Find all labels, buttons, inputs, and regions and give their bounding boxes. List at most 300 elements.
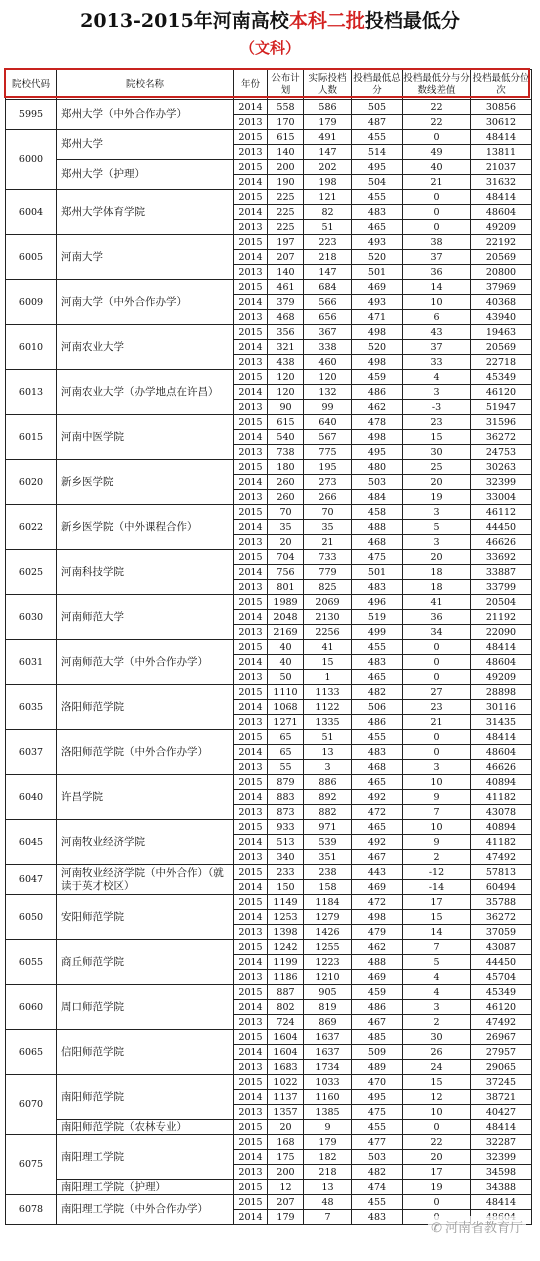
min-score-cell: 478 bbox=[352, 415, 403, 430]
school-code-cell: 6025 bbox=[6, 550, 57, 595]
diff-cell: 14 bbox=[403, 925, 471, 940]
diff-cell: 23 bbox=[403, 700, 471, 715]
actual-cell: 1133 bbox=[304, 685, 352, 700]
year-cell: 2013 bbox=[234, 715, 268, 730]
plan-cell: 540 bbox=[268, 430, 304, 445]
school-name-cell: 安阳师范学院 bbox=[57, 895, 234, 940]
rank-cell: 48604 bbox=[471, 745, 532, 760]
year-cell: 2015 bbox=[234, 550, 268, 565]
min-score-cell: 485 bbox=[352, 1030, 403, 1045]
diff-cell: 15 bbox=[403, 1075, 471, 1090]
actual-cell: 892 bbox=[304, 790, 352, 805]
plan-cell: 260 bbox=[268, 490, 304, 505]
year-cell: 2015 bbox=[234, 895, 268, 910]
actual-cell: 195 bbox=[304, 460, 352, 475]
school-code-cell: 6009 bbox=[6, 280, 57, 325]
year-cell: 2013 bbox=[234, 670, 268, 685]
actual-cell: 1385 bbox=[304, 1105, 352, 1120]
actual-cell: 70 bbox=[304, 505, 352, 520]
plan-cell: 1604 bbox=[268, 1045, 304, 1060]
rank-cell: 48414 bbox=[471, 640, 532, 655]
table-row bbox=[6, 685, 532, 700]
rank-cell: 31596 bbox=[471, 415, 532, 430]
min-score-cell: 469 bbox=[352, 880, 403, 895]
diff-cell: 18 bbox=[403, 580, 471, 595]
table-row bbox=[6, 1075, 532, 1090]
admission-score-table bbox=[5, 69, 532, 1225]
school-name-cell: 河南师范大学（中外合作办学） bbox=[57, 640, 234, 685]
min-score-cell: 482 bbox=[352, 685, 403, 700]
title-suffix: 投档最低分 bbox=[364, 10, 460, 32]
min-score-cell: 486 bbox=[352, 1000, 403, 1015]
plan-cell: 225 bbox=[268, 205, 304, 220]
min-score-cell: 519 bbox=[352, 610, 403, 625]
rank-cell: 40894 bbox=[471, 775, 532, 790]
diff-cell: 43 bbox=[403, 325, 471, 340]
actual-cell: 266 bbox=[304, 490, 352, 505]
rank-cell: 37245 bbox=[471, 1075, 532, 1090]
min-score-cell: 492 bbox=[352, 835, 403, 850]
actual-cell: 1 bbox=[304, 670, 352, 685]
actual-cell: 656 bbox=[304, 310, 352, 325]
table-row bbox=[6, 1135, 532, 1150]
year-cell: 2015 bbox=[234, 685, 268, 700]
plan-cell: 233 bbox=[268, 865, 304, 880]
school-code-cell: 6013 bbox=[6, 370, 57, 415]
year-cell: 2015 bbox=[234, 505, 268, 520]
table-row bbox=[6, 550, 532, 565]
plan-cell: 1068 bbox=[268, 700, 304, 715]
actual-cell: 202 bbox=[304, 160, 352, 175]
min-score-cell: 493 bbox=[352, 295, 403, 310]
actual-cell: 2130 bbox=[304, 610, 352, 625]
school-name-cell: 新乡医学院（中外课程合作） bbox=[57, 505, 234, 550]
year-cell: 2013 bbox=[234, 1105, 268, 1120]
plan-cell: 2169 bbox=[268, 625, 304, 640]
min-score-cell: 520 bbox=[352, 250, 403, 265]
actual-cell: 3 bbox=[304, 760, 352, 775]
school-name-cell: 许昌学院 bbox=[57, 775, 234, 820]
school-code-cell: 6060 bbox=[6, 985, 57, 1030]
rank-cell: 46120 bbox=[471, 1000, 532, 1015]
page-subtitle: （文科） bbox=[239, 39, 300, 57]
actual-cell: 9 bbox=[304, 1120, 352, 1135]
rank-cell: 34598 bbox=[471, 1165, 532, 1180]
actual-cell: 586 bbox=[304, 100, 352, 115]
school-name-cell: 河南大学（中外合作办学） bbox=[57, 280, 234, 325]
diff-cell: 17 bbox=[403, 1165, 471, 1180]
rank-cell: 45349 bbox=[471, 985, 532, 1000]
min-score-cell: 496 bbox=[352, 595, 403, 610]
rank-cell: 30856 bbox=[471, 100, 532, 115]
header-year: 年份 bbox=[234, 70, 268, 100]
rank-cell: 46626 bbox=[471, 760, 532, 775]
school-code-cell: 6000 bbox=[6, 130, 57, 190]
title-prefix: 2013-2015年河南高校 bbox=[80, 10, 289, 32]
min-score-cell: 506 bbox=[352, 700, 403, 715]
school-code-cell: 6030 bbox=[6, 595, 57, 640]
min-score-cell: 487 bbox=[352, 115, 403, 130]
min-score-cell: 468 bbox=[352, 760, 403, 775]
rank-cell: 30612 bbox=[471, 115, 532, 130]
year-cell: 2015 bbox=[234, 1075, 268, 1090]
school-name-cell: 郑州大学 bbox=[57, 130, 234, 160]
diff-cell: 37 bbox=[403, 250, 471, 265]
year-cell: 2015 bbox=[234, 775, 268, 790]
rank-cell: 27957 bbox=[471, 1045, 532, 1060]
plan-cell: 70 bbox=[268, 505, 304, 520]
plan-cell: 207 bbox=[268, 250, 304, 265]
actual-cell: 147 bbox=[304, 145, 352, 160]
diff-cell: 9 bbox=[403, 835, 471, 850]
min-score-cell: 472 bbox=[352, 895, 403, 910]
min-score-cell: 455 bbox=[352, 1120, 403, 1135]
year-cell: 2014 bbox=[234, 610, 268, 625]
min-score-cell: 465 bbox=[352, 820, 403, 835]
rank-cell: 46120 bbox=[471, 385, 532, 400]
year-cell: 2015 bbox=[234, 640, 268, 655]
actual-cell: 51 bbox=[304, 730, 352, 745]
actual-cell: 99 bbox=[304, 400, 352, 415]
plan-cell: 200 bbox=[268, 160, 304, 175]
year-cell: 2013 bbox=[234, 490, 268, 505]
min-score-cell: 499 bbox=[352, 625, 403, 640]
school-code-cell: 6070 bbox=[6, 1075, 57, 1135]
table-body bbox=[6, 100, 532, 1225]
rank-cell: 48414 bbox=[471, 730, 532, 745]
plan-cell: 887 bbox=[268, 985, 304, 1000]
plan-cell: 802 bbox=[268, 1000, 304, 1015]
year-cell: 2015 bbox=[234, 160, 268, 175]
year-cell: 2013 bbox=[234, 400, 268, 415]
year-cell: 2014 bbox=[234, 790, 268, 805]
plan-cell: 1022 bbox=[268, 1075, 304, 1090]
rank-cell: 48414 bbox=[471, 130, 532, 145]
actual-cell: 1184 bbox=[304, 895, 352, 910]
year-cell: 2013 bbox=[234, 265, 268, 280]
table-row bbox=[6, 820, 532, 835]
rank-cell: 44450 bbox=[471, 520, 532, 535]
plan-cell: 1199 bbox=[268, 955, 304, 970]
min-score-cell: 514 bbox=[352, 145, 403, 160]
plan-cell: 801 bbox=[268, 580, 304, 595]
min-score-cell: 495 bbox=[352, 1090, 403, 1105]
year-cell: 2014 bbox=[234, 295, 268, 310]
rank-cell: 37059 bbox=[471, 925, 532, 940]
year-cell: 2014 bbox=[234, 205, 268, 220]
actual-cell: 35 bbox=[304, 520, 352, 535]
plan-cell: 35 bbox=[268, 520, 304, 535]
min-score-cell: 462 bbox=[352, 400, 403, 415]
diff-cell: 37 bbox=[403, 340, 471, 355]
rank-cell: 40894 bbox=[471, 820, 532, 835]
school-code-cell: 6035 bbox=[6, 685, 57, 730]
min-score-cell: 455 bbox=[352, 730, 403, 745]
actual-cell: 351 bbox=[304, 850, 352, 865]
rank-cell: 33692 bbox=[471, 550, 532, 565]
header-actual: 实际投档人数 bbox=[304, 70, 352, 100]
school-code-cell: 6078 bbox=[6, 1195, 57, 1225]
watermark-text: 河南省教育厅 bbox=[444, 1221, 523, 1236]
school-code-cell: 6075 bbox=[6, 1135, 57, 1195]
min-score-cell: 459 bbox=[352, 985, 403, 1000]
actual-cell: 120 bbox=[304, 370, 352, 385]
actual-cell: 733 bbox=[304, 550, 352, 565]
diff-cell: 2 bbox=[403, 1015, 471, 1030]
table-row bbox=[6, 415, 532, 430]
diff-cell: 4 bbox=[403, 985, 471, 1000]
plan-cell: 190 bbox=[268, 175, 304, 190]
school-name-cell: 信阳师范学院 bbox=[57, 1030, 234, 1075]
school-name-cell: 新乡医学院 bbox=[57, 460, 234, 505]
plan-cell: 65 bbox=[268, 745, 304, 760]
plan-cell: 879 bbox=[268, 775, 304, 790]
diff-cell: 38 bbox=[403, 235, 471, 250]
year-cell: 2015 bbox=[234, 235, 268, 250]
year-cell: 2014 bbox=[234, 175, 268, 190]
plan-cell: 225 bbox=[268, 190, 304, 205]
table-row bbox=[6, 595, 532, 610]
school-code-cell: 6015 bbox=[6, 415, 57, 460]
actual-cell: 273 bbox=[304, 475, 352, 490]
plan-cell: 704 bbox=[268, 550, 304, 565]
rank-cell: 22718 bbox=[471, 355, 532, 370]
min-score-cell: 488 bbox=[352, 520, 403, 535]
diff-cell: 0 bbox=[403, 745, 471, 760]
diff-cell: 23 bbox=[403, 415, 471, 430]
diff-cell: 36 bbox=[403, 265, 471, 280]
min-score-cell: 501 bbox=[352, 565, 403, 580]
plan-cell: 1149 bbox=[268, 895, 304, 910]
min-score-cell: 498 bbox=[352, 430, 403, 445]
diff-cell: 36 bbox=[403, 610, 471, 625]
rank-cell: 43087 bbox=[471, 940, 532, 955]
plan-cell: 260 bbox=[268, 475, 304, 490]
actual-cell: 460 bbox=[304, 355, 352, 370]
actual-cell: 132 bbox=[304, 385, 352, 400]
rank-cell: 21192 bbox=[471, 610, 532, 625]
actual-cell: 779 bbox=[304, 565, 352, 580]
diff-cell: 20 bbox=[403, 550, 471, 565]
year-cell: 2014 bbox=[234, 1045, 268, 1060]
min-score-cell: 483 bbox=[352, 655, 403, 670]
plan-cell: 180 bbox=[268, 460, 304, 475]
rank-cell: 41182 bbox=[471, 835, 532, 850]
year-cell: 2013 bbox=[234, 805, 268, 820]
table-row bbox=[6, 1120, 532, 1135]
min-score-cell: 486 bbox=[352, 385, 403, 400]
diff-cell: 0 bbox=[403, 730, 471, 745]
rank-cell: 51947 bbox=[471, 400, 532, 415]
year-cell: 2015 bbox=[234, 1030, 268, 1045]
diff-cell: 21 bbox=[403, 715, 471, 730]
rank-cell: 41182 bbox=[471, 790, 532, 805]
actual-cell: 491 bbox=[304, 130, 352, 145]
rank-cell: 20569 bbox=[471, 340, 532, 355]
plan-cell: 168 bbox=[268, 1135, 304, 1150]
plan-cell: 1989 bbox=[268, 595, 304, 610]
school-code-cell: 6020 bbox=[6, 460, 57, 505]
plan-cell: 207 bbox=[268, 1195, 304, 1210]
rank-cell: 36272 bbox=[471, 910, 532, 925]
min-score-cell: 465 bbox=[352, 220, 403, 235]
rank-cell: 33004 bbox=[471, 490, 532, 505]
diff-cell: 15 bbox=[403, 430, 471, 445]
year-cell: 2014 bbox=[234, 745, 268, 760]
diff-cell: 25 bbox=[403, 460, 471, 475]
plan-cell: 738 bbox=[268, 445, 304, 460]
diff-cell: 6 bbox=[403, 310, 471, 325]
school-code-cell: 6045 bbox=[6, 820, 57, 865]
school-name-cell: 郑州大学（护理） bbox=[57, 160, 234, 190]
school-name-cell: 河南牧业经济学院（中外合作）（就读于英才校区） bbox=[57, 865, 234, 895]
plan-cell: 724 bbox=[268, 1015, 304, 1030]
plan-cell: 558 bbox=[268, 100, 304, 115]
actual-cell: 882 bbox=[304, 805, 352, 820]
min-score-cell: 484 bbox=[352, 490, 403, 505]
plan-cell: 1683 bbox=[268, 1060, 304, 1075]
year-cell: 2014 bbox=[234, 955, 268, 970]
actual-cell: 198 bbox=[304, 175, 352, 190]
diff-cell: 20 bbox=[403, 475, 471, 490]
rank-cell: 48604 bbox=[471, 205, 532, 220]
diff-cell: 0 bbox=[403, 1195, 471, 1210]
rank-cell: 38721 bbox=[471, 1090, 532, 1105]
year-cell: 2014 bbox=[234, 430, 268, 445]
plan-cell: 40 bbox=[268, 655, 304, 670]
plan-cell: 461 bbox=[268, 280, 304, 295]
plan-cell: 2048 bbox=[268, 610, 304, 625]
school-name-cell: 南阳理工学院 bbox=[57, 1135, 234, 1180]
year-cell: 2013 bbox=[234, 115, 268, 130]
table-row bbox=[6, 640, 532, 655]
actual-cell: 218 bbox=[304, 250, 352, 265]
diff-cell: -14 bbox=[403, 880, 471, 895]
actual-cell: 48 bbox=[304, 1195, 352, 1210]
min-score-cell: 495 bbox=[352, 160, 403, 175]
min-score-cell: 479 bbox=[352, 925, 403, 940]
rank-cell: 33799 bbox=[471, 580, 532, 595]
min-score-cell: 493 bbox=[352, 235, 403, 250]
actual-cell: 775 bbox=[304, 445, 352, 460]
plan-cell: 65 bbox=[268, 730, 304, 745]
diff-cell: 49 bbox=[403, 145, 471, 160]
diff-cell: 4 bbox=[403, 370, 471, 385]
plan-cell: 513 bbox=[268, 835, 304, 850]
plan-cell: 1110 bbox=[268, 685, 304, 700]
rank-cell: 43078 bbox=[471, 805, 532, 820]
diff-cell: 22 bbox=[403, 1135, 471, 1150]
diff-cell: 22 bbox=[403, 100, 471, 115]
diff-cell: 0 bbox=[403, 655, 471, 670]
actual-cell: 218 bbox=[304, 1165, 352, 1180]
actual-cell: 1255 bbox=[304, 940, 352, 955]
actual-cell: 51 bbox=[304, 220, 352, 235]
header-school-name: 院校名称 bbox=[57, 70, 234, 100]
min-score-cell: 455 bbox=[352, 640, 403, 655]
school-name-cell: 河南农业大学（办学地点在许昌） bbox=[57, 370, 234, 415]
school-code-cell: 6031 bbox=[6, 640, 57, 685]
table-header-row bbox=[6, 70, 532, 100]
year-cell: 2015 bbox=[234, 595, 268, 610]
actual-cell: 566 bbox=[304, 295, 352, 310]
diff-cell: 3 bbox=[403, 535, 471, 550]
diff-cell: -3 bbox=[403, 400, 471, 415]
school-name-cell: 南阳师范学院 bbox=[57, 1075, 234, 1120]
school-name-cell: 南阳理工学院（护理） bbox=[57, 1180, 234, 1195]
school-code-cell: 6055 bbox=[6, 940, 57, 985]
plan-cell: 1271 bbox=[268, 715, 304, 730]
min-score-cell: 475 bbox=[352, 550, 403, 565]
watermark bbox=[428, 1216, 526, 1237]
diff-cell: 0 bbox=[403, 1120, 471, 1135]
actual-cell: 1160 bbox=[304, 1090, 352, 1105]
diff-cell: 0 bbox=[403, 130, 471, 145]
diff-cell: 0 bbox=[403, 220, 471, 235]
school-name-cell: 南阳理工学院（中外合作办学） bbox=[57, 1195, 234, 1225]
header-code: 院校代码 bbox=[6, 70, 57, 100]
plan-cell: 615 bbox=[268, 130, 304, 145]
min-score-cell: 503 bbox=[352, 475, 403, 490]
year-cell: 2014 bbox=[234, 1090, 268, 1105]
min-score-cell: 455 bbox=[352, 130, 403, 145]
actual-cell: 2256 bbox=[304, 625, 352, 640]
min-score-cell: 482 bbox=[352, 1165, 403, 1180]
rank-cell: 22090 bbox=[471, 625, 532, 640]
rank-cell: 28898 bbox=[471, 685, 532, 700]
rank-cell: 19463 bbox=[471, 325, 532, 340]
school-name-cell: 河南科技学院 bbox=[57, 550, 234, 595]
table-row bbox=[6, 775, 532, 790]
year-cell: 2013 bbox=[234, 625, 268, 640]
actual-cell: 1637 bbox=[304, 1045, 352, 1060]
actual-cell: 21 bbox=[304, 535, 352, 550]
min-score-cell: 477 bbox=[352, 1135, 403, 1150]
table-row bbox=[6, 985, 532, 1000]
year-cell: 2015 bbox=[234, 415, 268, 430]
rank-cell: 26967 bbox=[471, 1030, 532, 1045]
plan-cell: 50 bbox=[268, 670, 304, 685]
header-plan: 公布计划 bbox=[268, 70, 304, 100]
rank-cell: 30263 bbox=[471, 460, 532, 475]
year-cell: 2013 bbox=[234, 580, 268, 595]
diff-cell: 5 bbox=[403, 520, 471, 535]
actual-cell: 223 bbox=[304, 235, 352, 250]
plan-cell: 883 bbox=[268, 790, 304, 805]
school-code-cell: 6010 bbox=[6, 325, 57, 370]
min-score-cell: 471 bbox=[352, 310, 403, 325]
actual-cell: 182 bbox=[304, 1150, 352, 1165]
plan-cell: 468 bbox=[268, 310, 304, 325]
min-score-cell: 459 bbox=[352, 370, 403, 385]
diff-cell: 30 bbox=[403, 445, 471, 460]
plan-cell: 120 bbox=[268, 385, 304, 400]
actual-cell: 905 bbox=[304, 985, 352, 1000]
rank-cell: 45349 bbox=[471, 370, 532, 385]
diff-cell: 3 bbox=[403, 760, 471, 775]
year-cell: 2013 bbox=[234, 310, 268, 325]
plan-cell: 150 bbox=[268, 880, 304, 895]
rank-cell: 22192 bbox=[471, 235, 532, 250]
diff-cell: 7 bbox=[403, 805, 471, 820]
header-min-score: 投档最低总分 bbox=[352, 70, 403, 100]
diff-cell: 41 bbox=[403, 595, 471, 610]
plan-cell: 615 bbox=[268, 415, 304, 430]
diff-cell: 0 bbox=[403, 190, 471, 205]
diff-cell: 30 bbox=[403, 1030, 471, 1045]
school-name-cell: 河南农业大学 bbox=[57, 325, 234, 370]
plan-cell: 1242 bbox=[268, 940, 304, 955]
